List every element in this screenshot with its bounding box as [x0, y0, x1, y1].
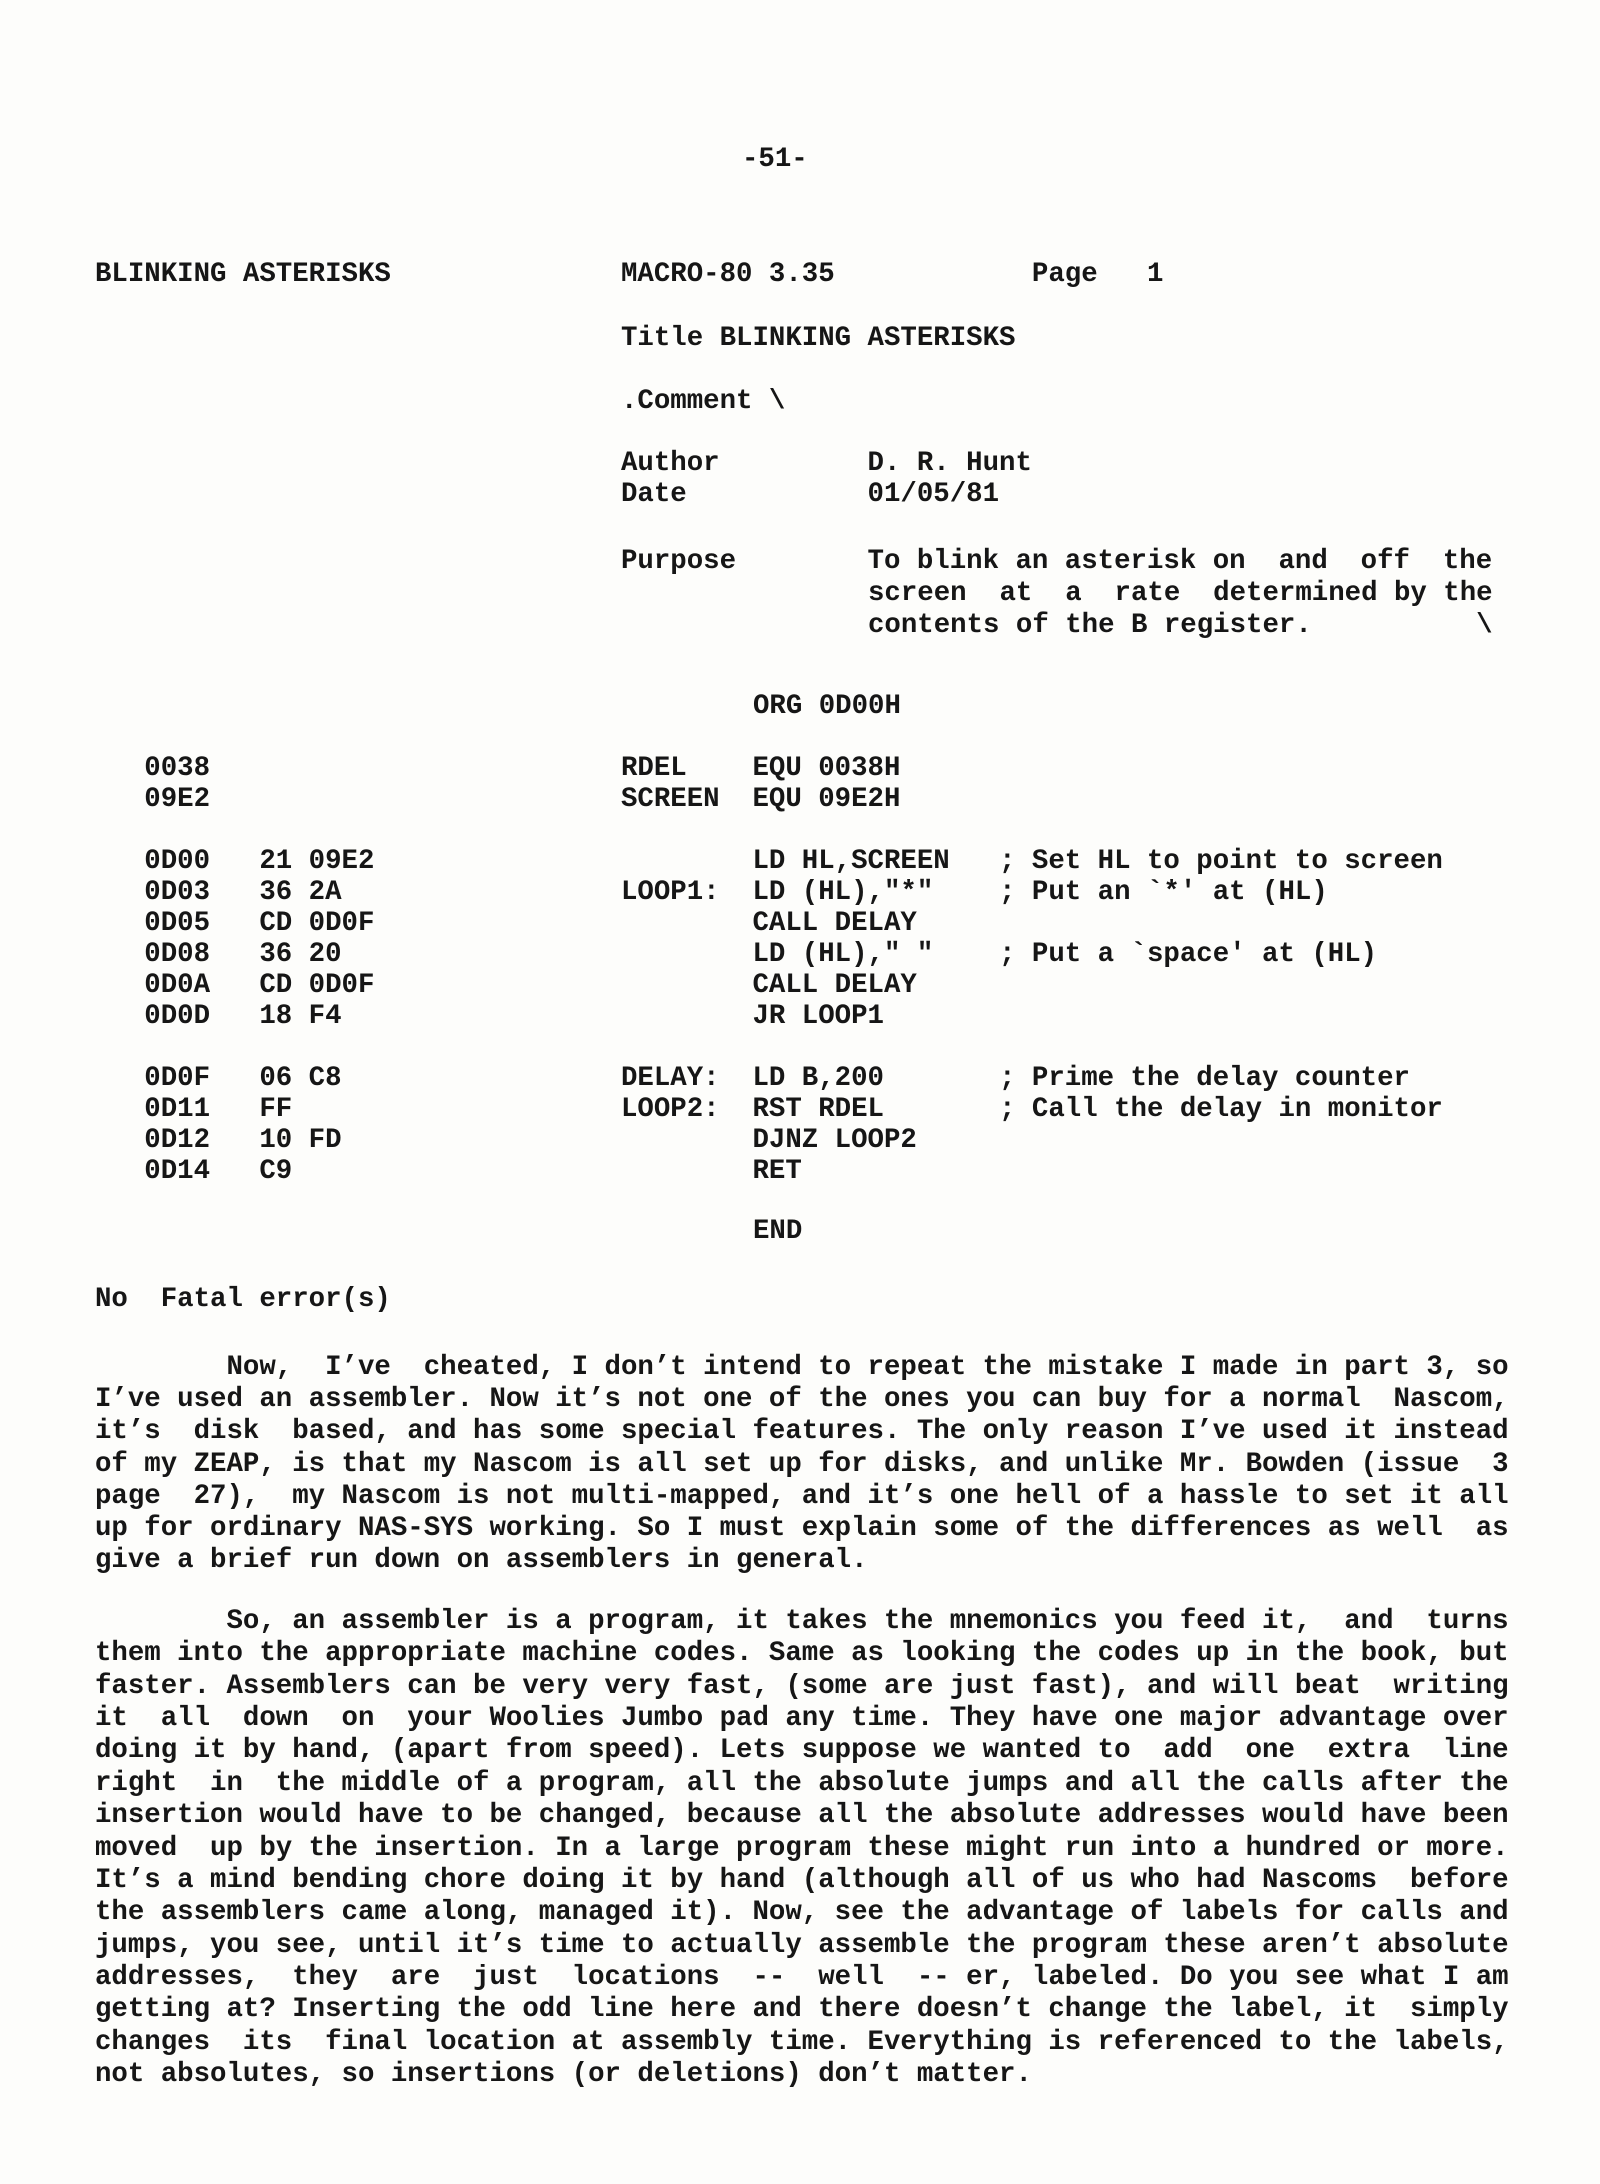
paragraph-line: getting at? Inserting the odd line here and there doesn’t change the label, it simply — [95, 1994, 1509, 2025]
paragraph-line: jumps, you see, until it’s time to actually assemble the program these aren’t absolute — [95, 1930, 1509, 1961]
paragraph-line: give a brief run down on assemblers in general. — [95, 1545, 868, 1576]
author-line: Author D. R. Hunt — [621, 448, 1032, 479]
paragraph-line: it’s disk based, and has some special features. The only reason I’ve used it instead — [95, 1416, 1509, 1447]
code-line: 0D03 36 2A LOOP1: LD (HL),"*" ; Put an `*' at (HL) — [95, 877, 1328, 908]
paragraph-line: It’s a mind bending chore doing it by hand (although all of us who had Nascoms before — [95, 1865, 1509, 1896]
code-line: 0D0A CD 0D0F CALL DELAY — [95, 970, 917, 1001]
code-line: 0D0F 06 C8 DELAY: LD B,200 ; Prime the delay counter — [95, 1063, 1410, 1094]
paragraph-line: not absolutes, so insertions (or deletions) don’t matter. — [95, 2059, 1032, 2090]
purpose-line-1: Purpose To blink an asterisk on and off the — [621, 546, 1493, 577]
paragraph-line: moved up by the insertion. In a large program these might run into a hundred or more. — [95, 1833, 1509, 1864]
paragraph-line: insertion would have to be changed, because all the absolute addresses would have been — [95, 1800, 1509, 1831]
paragraph-line: doing it by hand, (apart from speed). Lets suppose we wanted to add one extra line — [95, 1735, 1509, 1766]
paragraph-line: the assemblers came along, managed it). Now, see the advantage of labels for calls and — [95, 1897, 1509, 1928]
paragraph-line: I’ve used an assembler. Now it’s not one of the ones you can buy for a normal Nascom, — [95, 1384, 1509, 1415]
purpose-line-2: screen at a rate determined by the — [868, 578, 1493, 609]
paragraph-line: faster. Assemblers can be very very fast, (some are just fast), and will beat writing — [95, 1671, 1509, 1702]
paragraph-line: changes its final location at assembly time. Everything is referenced to the labels, — [95, 2027, 1509, 2058]
org-statement: ORG 0D00H — [753, 691, 901, 722]
equate-line: 09E2 SCREEN EQU 09E2H — [95, 784, 901, 815]
code-line: 0D00 21 09E2 LD HL,SCREEN ; Set HL to point to screen — [95, 846, 1443, 877]
code-line: 0D0D 18 F4 JR LOOP1 — [95, 1001, 884, 1032]
paragraph-line: page 27), my Nascom is not multi-mapped, and it’s one hell of a hassle to set it all — [95, 1481, 1509, 1512]
code-line: 0D08 36 20 LD (HL)," " ; Put a `space' at (HL) — [95, 939, 1378, 970]
code-line: 0D05 CD 0D0F CALL DELAY — [95, 908, 917, 939]
paragraph-line: up for ordinary NAS-SYS working. So I must explain some of the differences as well as — [95, 1513, 1509, 1544]
title-line: Title BLINKING ASTERISKS — [621, 323, 1016, 354]
equate-line: 0038 RDEL EQU 0038H — [95, 753, 901, 784]
paragraph-line: Now, I’ve cheated, I don’t intend to repeat the mistake I made in part 3, so — [95, 1352, 1509, 1383]
page-number: -51- — [742, 144, 808, 175]
purpose-line-3: contents of the B register. \ — [868, 610, 1493, 641]
paragraph-line: it all down on your Woolies Jumbo pad any time. They have one major advantage over — [95, 1703, 1509, 1734]
paragraph-line: So, an assembler is a program, it takes the mnemonics you feed it, and turns — [95, 1606, 1509, 1637]
code-line: 0D12 10 FD DJNZ LOOP2 — [95, 1125, 917, 1156]
date-line: Date 01/05/81 — [621, 479, 1000, 510]
comment-directive: .Comment \ — [621, 386, 786, 417]
code-line: 0D11 FF LOOP2: RST RDEL ; Call the delay in monitor — [95, 1094, 1443, 1125]
code-line: 0D14 C9 RET — [95, 1156, 802, 1187]
end-statement: END — [753, 1216, 803, 1247]
error-summary: No Fatal error(s) — [95, 1284, 391, 1315]
paragraph-line: right in the middle of a program, all the absolute jumps and all the calls after the — [95, 1768, 1509, 1799]
paragraph-line: them into the appropriate machine codes. Same as looking the codes up in the book, but — [95, 1638, 1509, 1669]
paragraph-line: of my ZEAP, is that my Nascom is all set up for disks, and unlike Mr. Bowden (issue 3 — [95, 1449, 1509, 1480]
listing-header-line: BLINKING ASTERISKS MACRO-80 3.35 Page 1 — [95, 259, 1164, 290]
paragraph-line: addresses, they are just locations -- well -- er, labeled. Do you see what I am — [95, 1962, 1509, 1993]
